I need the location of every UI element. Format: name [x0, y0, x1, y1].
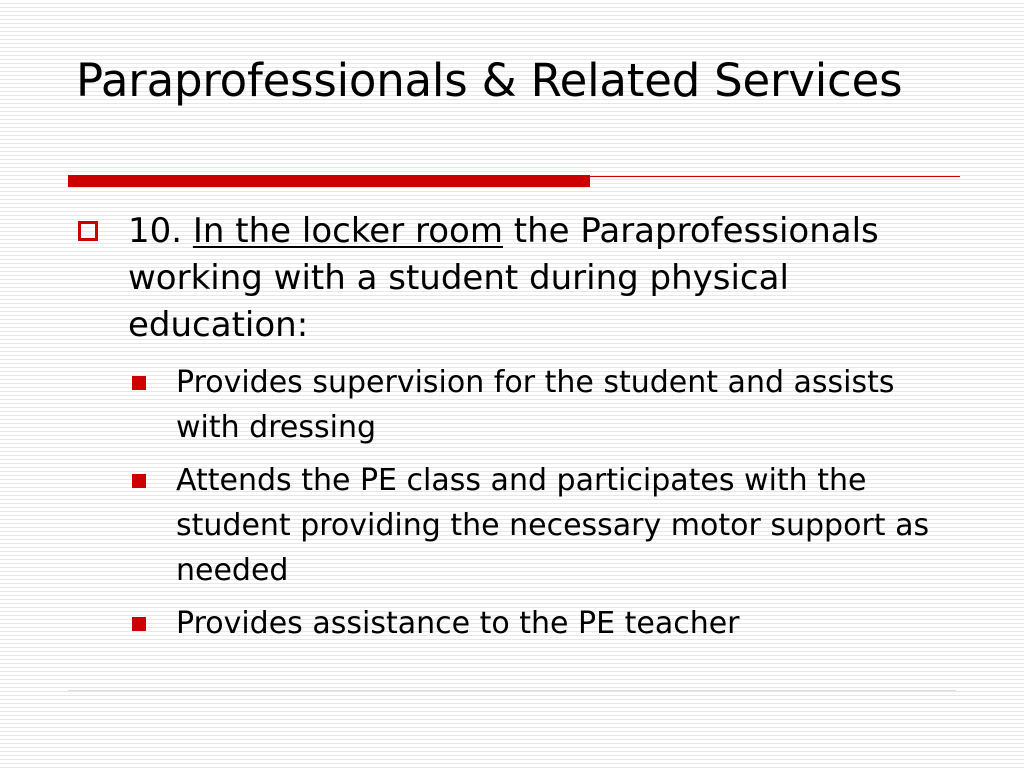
main-point-text: the Paraprofessionals working with a student during physical education:: [128, 211, 879, 345]
sub-bullet-item: [78, 601, 958, 646]
sub-bullet-item: [78, 458, 958, 593]
main-point-number: 10.: [128, 211, 183, 251]
sub-bullet-text: Provides assistance to the PE teacher: [176, 606, 740, 641]
title-divider-thick: [68, 175, 590, 187]
slide-title: Paraprofessionals & Related Services: [76, 54, 903, 107]
main-bullet-point: [78, 208, 958, 349]
filled-square-bullet-icon: [132, 376, 146, 390]
slide-body: [78, 208, 958, 654]
sub-bullet-list: [78, 360, 958, 646]
main-point-underlined-phrase: In the locker room: [192, 211, 503, 251]
filled-square-bullet-icon: [132, 474, 146, 488]
sub-bullet-text: Provides supervision for the student and assists with dressing: [176, 365, 895, 445]
title-divider-thin: [590, 176, 960, 177]
filled-square-bullet-icon: [132, 617, 146, 631]
hollow-square-bullet-icon: [78, 221, 98, 241]
footer-divider: [68, 690, 956, 691]
sub-bullet-item: [78, 360, 958, 450]
sub-bullet-text: Attends the PE class and participates with the student providing the necessary motor support as needed: [176, 463, 930, 588]
